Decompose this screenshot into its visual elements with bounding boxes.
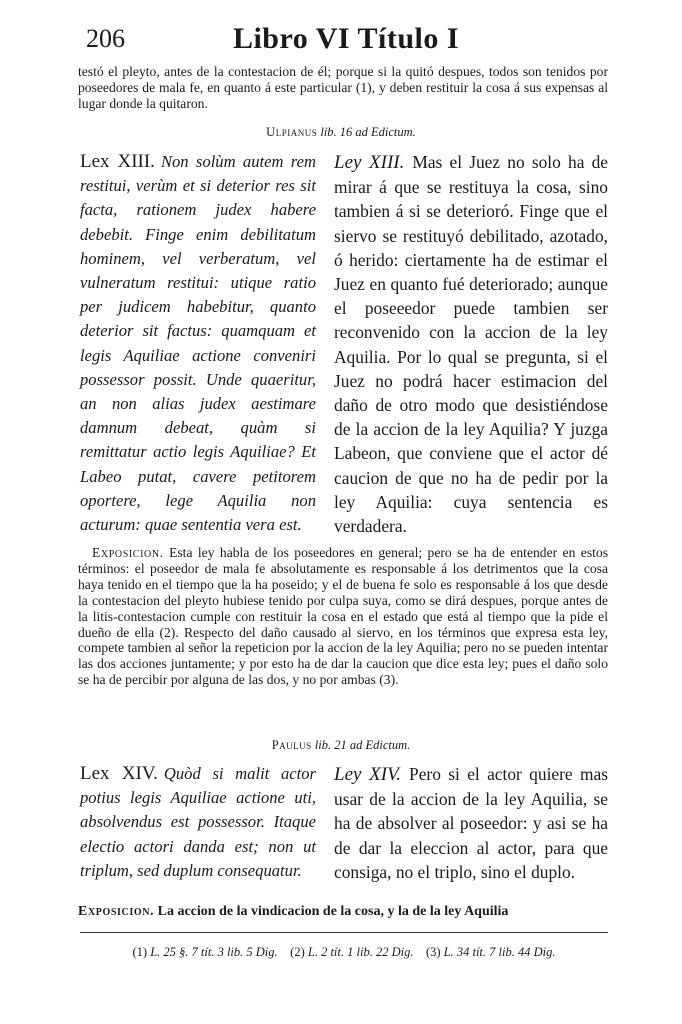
page-number: 206 [86, 24, 125, 53]
footnote-3-reference: L. 34 tít. 7 lib. 44 Dig. [443, 945, 556, 959]
footnote-2-mark: (2) [290, 945, 305, 959]
footnote-1-reference: L. 25 §. 7 tít. 3 lib. 5 Dig. [150, 945, 278, 959]
running-title: Libro VI Título I [232, 22, 460, 55]
source-reference: lib. 16 ad Edictum. [320, 125, 416, 139]
latin-text: Non solùm autem rem restitui, verùm et si deterior res sit facta, rationem judex habere debebit. Finge enim debilitatum hominem, vel verberatum, vel vulneratum restitui: utique ratio per judicem habebitur, quanto deterior sit factus: quamquam et legis Aquiliae actione conveniri possessor possit. Unde quaeritur, an non alias judex aestimare damnum debeat, quàm si remittatur actio legis Aquiliae? Et Labeo putat, cavere petitorem oportere, lege Aquilia non acturum: quae sententia vera est. [80, 152, 316, 535]
lex-xiii-block [80, 150, 608, 537]
source-author: Paulus [271, 738, 312, 752]
running-head [86, 18, 606, 58]
lex-label: Lex XIII. [80, 151, 155, 172]
footnote-divider [80, 932, 608, 933]
source-citation-paulus [0, 737, 682, 753]
ley-label: Ley XIII. [334, 152, 405, 173]
latin-column [80, 150, 316, 537]
latin-column [80, 762, 316, 883]
latin-text: Quòd si malit actor potius legis Aquiliae actione uti, absolvendus est possessor. Itaque electio actori danda est; non ut triplum, sed duplum consequatur. [80, 764, 316, 880]
footnotes [80, 944, 608, 960]
lex-label: Lex XIV. [80, 763, 158, 784]
exposition-label: Exposicion. [78, 904, 155, 919]
source-citation-ulpianus [0, 124, 682, 140]
source-author: Ulpianus [266, 125, 318, 139]
spanish-text: Mas el Juez no solo ha de mirar á que se restituya la cosa, sino tambien á si se deterioró. Finge que el siervo se restituyó debilitado, azotado, ó herido: ciertamente ha de estimar el Juez en quanto fué deteriorado; aunque el poseeedor puede tambien ser reconvenido con la accion de la ley Aquilia. Por lo qual se pregunta, si el Juez no podrá hacer estimacion del daño de otro modo que desistiéndose de la accion de la ley Aquilia? Y juzga Labeon, que conviene que el actor dé caucion de que no ha de pedir por la ley Aquilia: cuya sentencia es verdadera. [334, 152, 608, 537]
lex-xiv-block [80, 762, 608, 902]
footnote-3-mark: (3) [425, 945, 441, 959]
source-reference: lib. 21 ad Edictum. [314, 738, 411, 752]
intro-paragraph: testó el pleyto, antes de la contestacion de él; porque si la quitó despues, todos son tenidos por poseedores de mala fe, en quanto á este particular (1), y deben restituir la cosa á sus expensas al lugar donde la quitaron. [78, 64, 608, 111]
footnote-2-reference: L. 2 tít. 1 lib. 22 Dig. [307, 945, 414, 959]
footnote-1-mark: (1) [132, 945, 148, 959]
exposition-paragraph-continued [78, 904, 608, 920]
ley-label: Ley XIV. [334, 764, 402, 785]
exposition-paragraph [78, 545, 608, 688]
exposition-text: Esta ley habla de los poseedores en general; pero se ha de entender en estos términos: el poseedor de mala fe absolutamente es responsable á los detrimentos que la cosa haya tenido en el tiempo que la ha poseido; y el de buena fe solo es responsable á los que desde la contestacion del pleyto hubiese tenido por culpa suya, como se dirá despues, porque antes de la litis-contestacion cumple con restituir la cosa en el estado que está al tiempo que la pide el dueño de ella (2). Respecto del daño causado al siervo, en los términos que expresa esta ley, compete tambien al señor la repeticion por la accion de la ley Aquilia; pero no se pueden intentar las dos acciones juntamente; y por esto ha de dar la caucion que dice esta ley; pues el daño solo se ha de percibir por alguna de las dos, y no por ambas (3). [78, 545, 608, 688]
exposition-label: Exposicion. [92, 545, 164, 560]
spanish-column [334, 762, 608, 884]
exposition-text: La accion de la vindicacion de la cosa, y la de la ley Aquilia [157, 904, 509, 919]
spanish-text: Pero si el actor quiere mas usar de la accion de la ley Aquilia, se ha de absolver al poseedor: y asi se ha de dar la eleccion al actor, para que consiga, no el triplo, sino el duplo. [334, 764, 608, 882]
spanish-column [334, 150, 608, 538]
